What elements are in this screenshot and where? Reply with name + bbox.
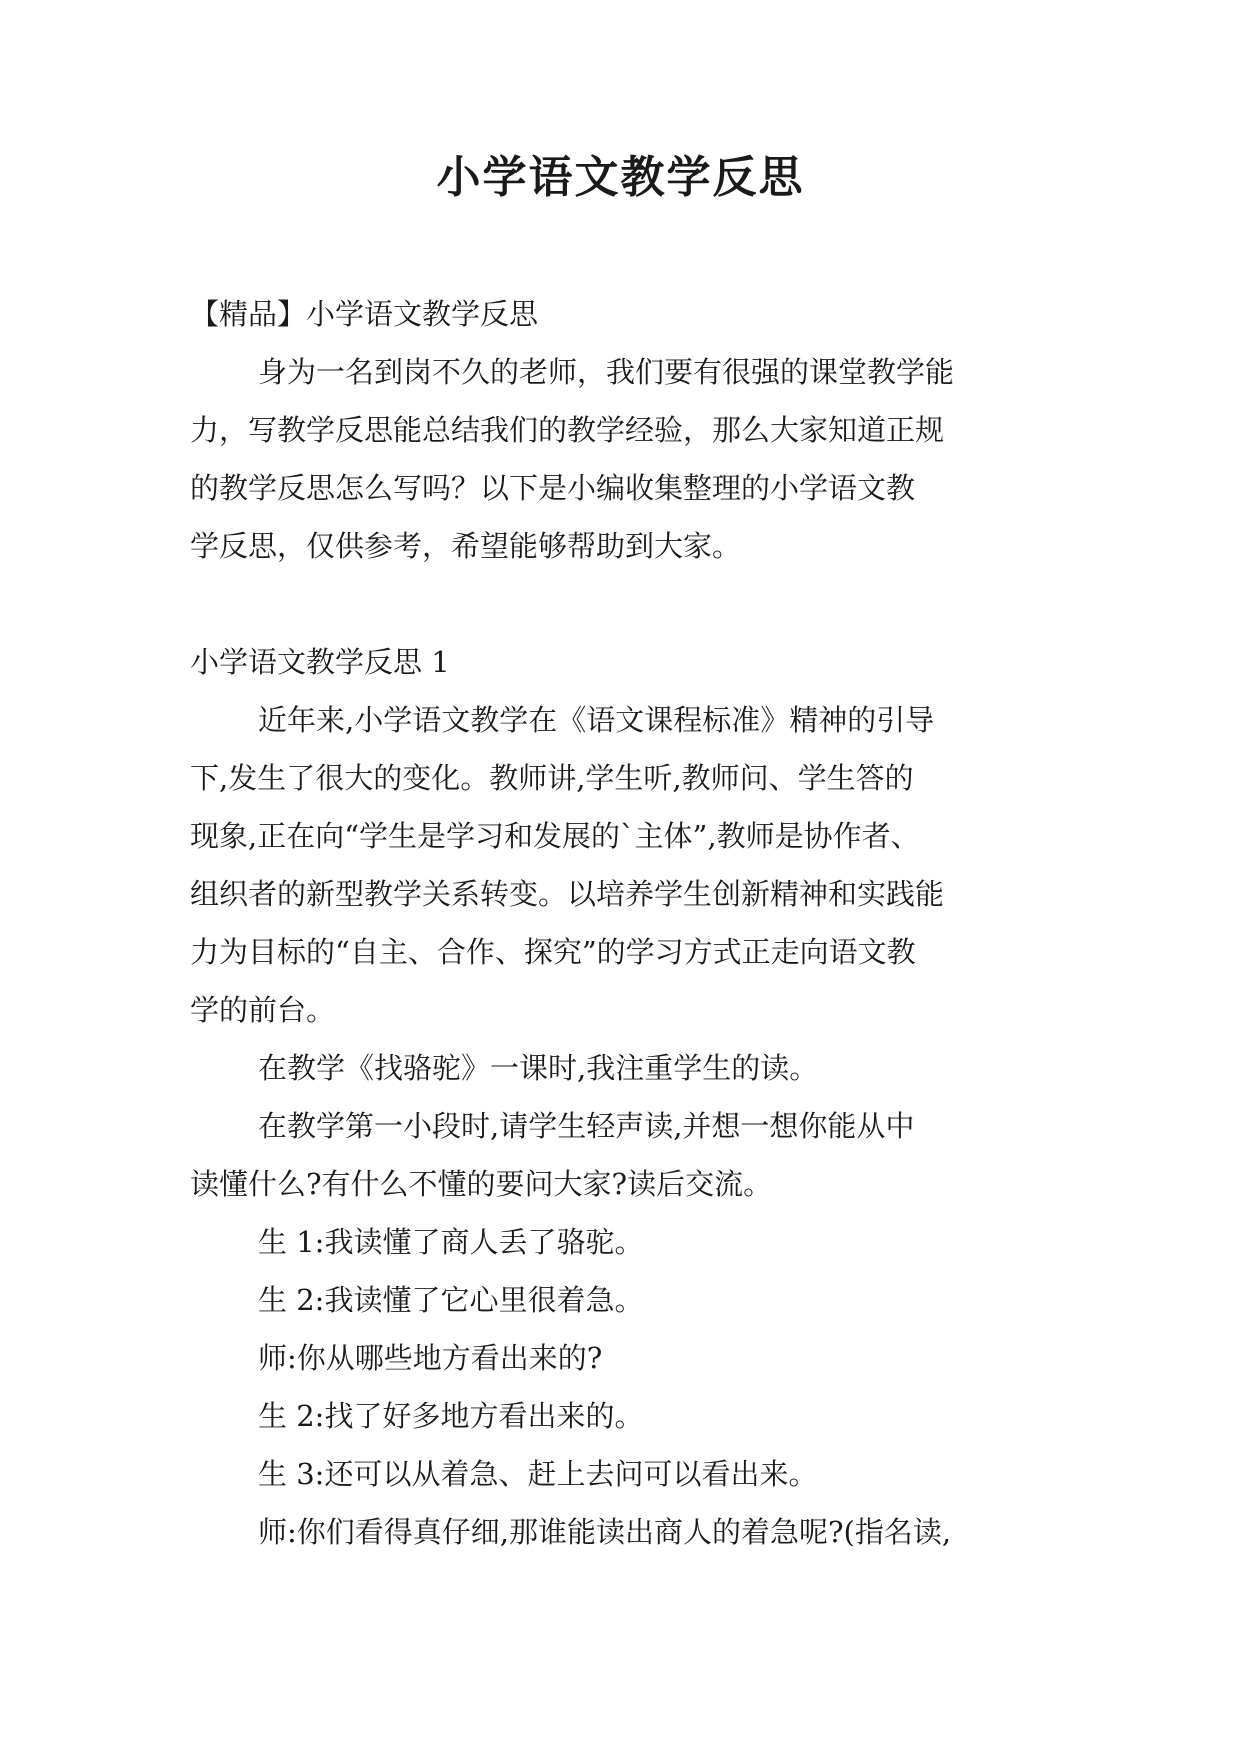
body-line: 读懂什么?有什么不懂的要问大家?读后交流。 [190, 1167, 773, 1201]
body-line: 在教学第一小段时,请学生轻声读,并想一想你能从中 [258, 1109, 915, 1143]
dialogue-line: 生 1:我读懂了商人丢了骆驼。 [258, 1225, 644, 1259]
body-line: 在教学《找骆驼》一课时,我注重学生的读。 [258, 1051, 819, 1085]
dialogue-line: 生 3:还可以从着急、赶上去问可以看出来。 [258, 1457, 818, 1491]
body-line: 学的前台。 [190, 993, 336, 1027]
intro-line: 身为一名到岗不久的老师，我们要有很强的课堂教学能 [258, 355, 955, 389]
subtitle-line: 【精品】小学语文教学反思 [190, 297, 539, 331]
intro-line: 学反思，仅供参考，希望能够帮助到大家。 [190, 529, 742, 563]
dialogue-line: 生 2:找了好多地方看出来的。 [258, 1399, 644, 1433]
body-line: 组织者的新型教学关系转变。以培养学生创新精神和实践能 [190, 877, 945, 911]
body-line: 现象,正在向“学生是学习和发展的`主体”,教师是协作者、 [190, 819, 920, 853]
dialogue-line: 师:你们看得真仔细,那谁能读出商人的着急呢?(指名读, [258, 1515, 952, 1549]
body-line: 力为目标的“自主、合作、探究”的学习方式正走向语文教 [190, 935, 916, 969]
dialogue-line: 生 2:我读懂了它心里很着急。 [258, 1283, 644, 1317]
intro-line: 力，写教学反思能总结我们的教学经验，那么大家知道正规 [190, 413, 945, 447]
section-heading: 小学语文教学反思 1 [190, 645, 450, 679]
body-line: 下,发生了很大的变化。教师讲,学生听,教师问、学生答的 [190, 761, 914, 795]
dialogue-line: 师:你从哪些地方看出来的? [258, 1341, 603, 1375]
body-line: 近年来,小学语文教学在《语文课程标准》精神的引导 [258, 703, 935, 737]
intro-line: 的教学反思怎么写吗？以下是小编收集整理的小学语文教 [190, 471, 916, 505]
page-title: 小学语文教学反思 [436, 152, 805, 203]
